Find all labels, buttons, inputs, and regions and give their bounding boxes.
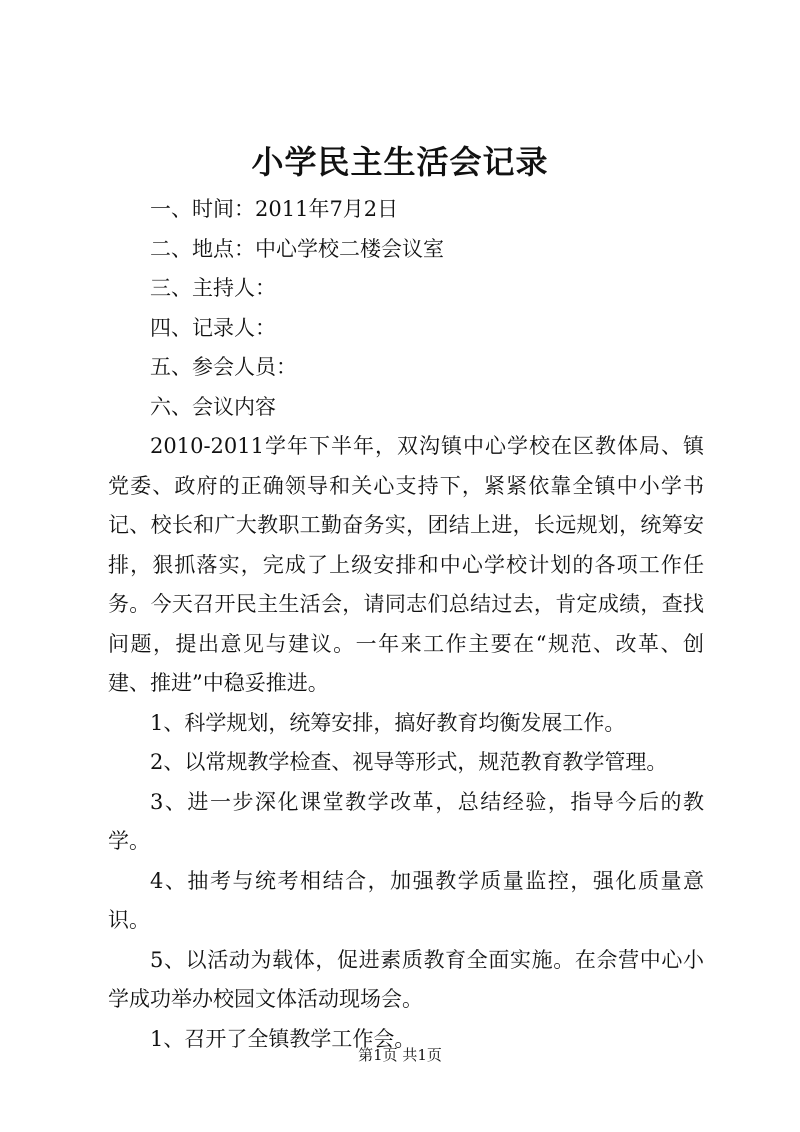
document-title: 小学民主生活会记录: [251, 143, 549, 181]
paragraph-item-3: 3、进一步深化课堂教学改革，总结经验，指导今后的教学。: [108, 789, 704, 853]
paragraph-item-5: 5、以活动为载体，促进素质教育全面实施。在佘营中心小学成功举办校园文体活动现场会。: [108, 947, 704, 1011]
paragraph-summary: 2010-2011学年下半年，双沟镇中心学校在区教体局、镇党委、政府的正确领导和关心支持下，紧紧依靠全镇中小学书记、校长和广大教职工勤奋务实，团结上进，长远规划，统筹安排，狠抓落实，完成了上级安排和中心学校计划的各项工作任务。今天召开民主生活会，请同志们总结过去，肯定成绩，查找问题，提出意见与建议。一年来工作主要在“规范、改革、创建、推进”中稳妥推进。: [108, 434, 704, 695]
paragraph-attendees: 五、参会人员：: [150, 355, 297, 379]
paragraph-item-4: 4、抽考与统考相结合，加强教学质量监控，强化质量意识。: [108, 868, 704, 932]
paragraph-item-2: 2、以常规教学检查、视导等形式，规范教育教学管理。: [150, 750, 668, 774]
paragraph-meeting-content: 六、会议内容: [150, 394, 276, 419]
paragraph-location: 二、地点：中心学校二楼会议室: [150, 236, 444, 261]
paragraph-item-1: 1、科学规划，统筹安排，搞好教育均衡发展工作。: [150, 710, 626, 735]
document-body: [108, 190, 704, 1059]
paragraph-time: 一、时间：2011年7月2日: [150, 197, 399, 221]
paragraph-host: 三、主持人：: [150, 276, 276, 300]
page-footer: 第1页 共1页: [358, 1046, 442, 1064]
paragraph-recorder: 四、记录人：: [150, 315, 276, 340]
paragraph-subitem-1: 1、召开了全镇教学工作会。: [150, 1026, 416, 1051]
